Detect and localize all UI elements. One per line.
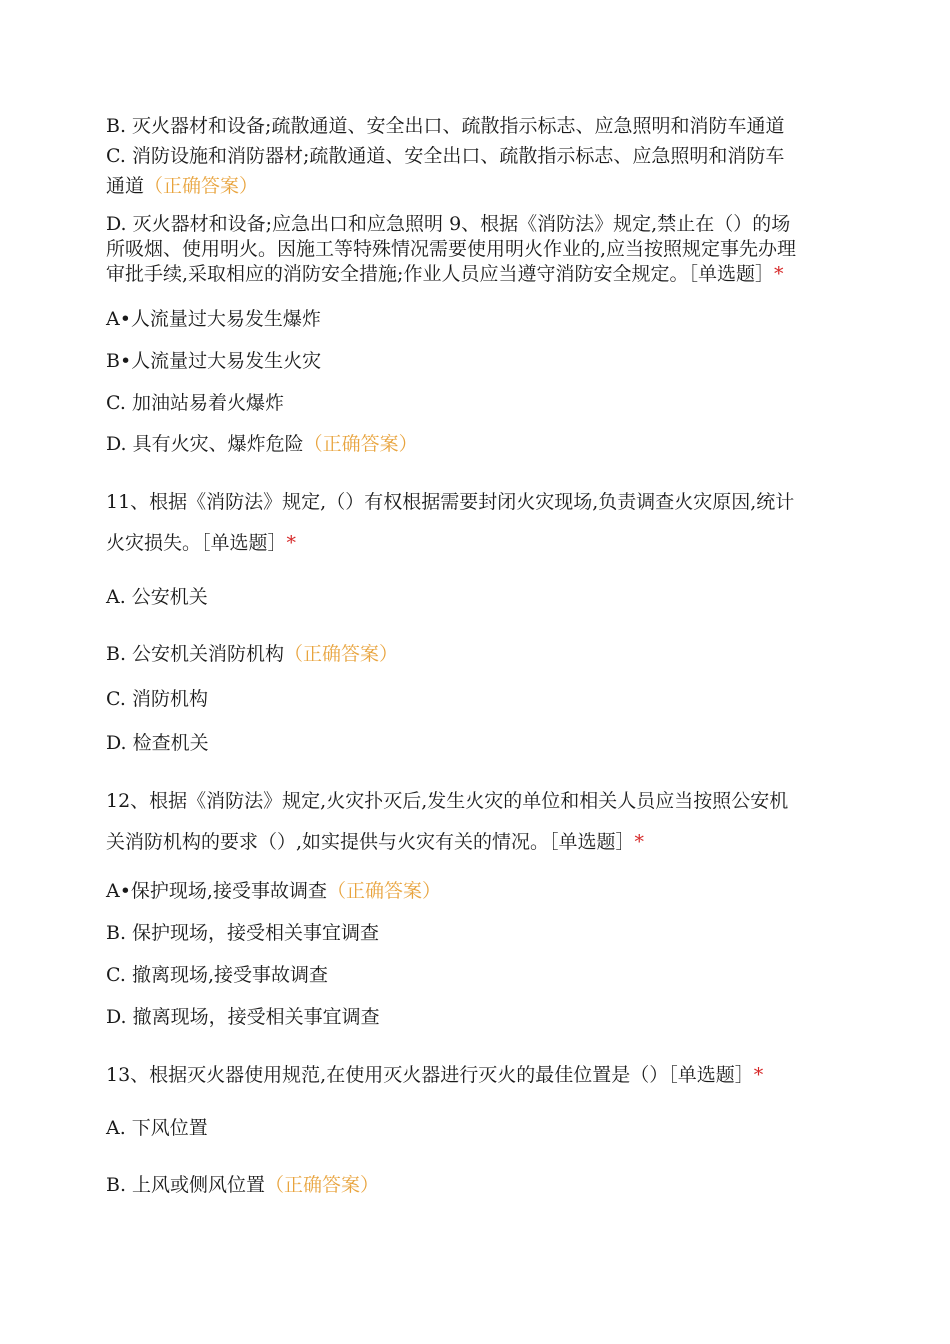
question-text: 11、根据《消防法》规定,（）有权根据需要封闭火灾现场,负责调查火灾原因,统计 (106, 491, 795, 513)
q13-option-b (106, 1173, 846, 1197)
q9-option-b (106, 349, 846, 373)
option-text: B. 公安机关消防机构 (106, 643, 285, 665)
option-text: D. 灭火器材和设备;应急出口和应急照明 9、根据《消防法》规定,禁止在（）的场 (106, 213, 791, 235)
option-text: 通道 (106, 175, 145, 197)
q11-option-d (106, 731, 846, 755)
q12-option-b (106, 921, 846, 945)
option-text: D. 撤离现场，接受相关事宜调查 (106, 1006, 380, 1028)
q9-option-c (106, 391, 846, 415)
question-9-text-line-2 (106, 237, 846, 261)
required-asterisk: * (753, 1064, 764, 1086)
option-text: C. 消防设施和消防器材;疏散通道、安全出口、疏散指示标志、应急照明和消防车 (106, 145, 785, 167)
correct-answer-marker: （正确答案） (265, 1174, 380, 1196)
question-text: 火灾损失。［单选题］ (106, 532, 287, 554)
q9-option-a (106, 307, 846, 331)
q11-option-b (106, 642, 846, 666)
q11-option-a (106, 585, 846, 609)
correct-answer-marker: （正确答案） (144, 175, 259, 197)
question-11-text-line-2 (106, 531, 846, 555)
question-12-text-line-2 (106, 830, 846, 854)
option-text: D. 具有火灾、爆炸危险 (106, 433, 304, 455)
question-12-text-line-1 (106, 789, 846, 813)
option-d-line (106, 212, 846, 236)
option-text: B•人流量过大易发生火灾 (106, 350, 322, 372)
option-text: A. 公安机关 (106, 586, 208, 608)
correct-answer-marker: （正确答案） (326, 880, 441, 902)
question-13-text-line-1 (106, 1063, 846, 1087)
q13-option-a (106, 1116, 846, 1140)
q9-option-d (106, 432, 846, 456)
question-9-text-line-3 (106, 262, 846, 286)
question-11-text-line-1 (106, 490, 846, 514)
option-text: A. 下风位置 (106, 1117, 208, 1139)
q12-option-a (106, 879, 846, 903)
q12-option-c (106, 963, 846, 987)
q11-option-c (106, 687, 846, 711)
question-text: 13、根据灭火器使用规范,在使用灭火器进行灭火的最佳位置是（）［单选题］ (106, 1064, 754, 1086)
question-text: 关消防机构的要求（）,如实提供与火灾有关的情况。［单选题］ (106, 831, 635, 853)
correct-answer-marker: （正确答案） (303, 433, 418, 455)
option-text: C. 撤离现场,接受事故调查 (106, 964, 328, 986)
option-text: A•人流量过大易发生爆炸 (106, 308, 321, 330)
option-text: A•保护现场,接受事故调查 (106, 880, 327, 902)
question-text: 所吸烟、使用明火。因施工等特殊情况需要使用明火作业的,应当按照规定事先办理 (106, 238, 797, 260)
required-asterisk: * (286, 532, 297, 554)
correct-answer-marker: （正确答案） (284, 643, 399, 665)
option-text: C. 加油站易着火爆炸 (106, 392, 284, 414)
question-text: 12、根据《消防法》规定,火灾扑灭后,发生火灾的单位和相关人员应当按照公安机 (106, 790, 789, 812)
option-text: B. 上风或侧风位置 (106, 1174, 266, 1196)
required-asterisk: * (634, 831, 645, 853)
option-text: B. 灭火器材和设备;疏散通道、安全出口、疏散指示标志、应急照明和消防车通道 (106, 115, 785, 137)
option-text: D. 检查机关 (106, 732, 209, 754)
option-b-line (106, 114, 846, 138)
q12-option-d (106, 1005, 846, 1029)
option-text: B. 保护现场，接受相关事宜调查 (106, 922, 380, 944)
required-asterisk: * (773, 263, 784, 285)
question-text: 审批手续,采取相应的消防安全措施;作业人员应当遵守消防安全规定。［单选题］ (106, 263, 774, 285)
option-text: C. 消防机构 (106, 688, 208, 710)
option-c-line (106, 144, 846, 168)
option-c-line-cont (106, 174, 846, 198)
